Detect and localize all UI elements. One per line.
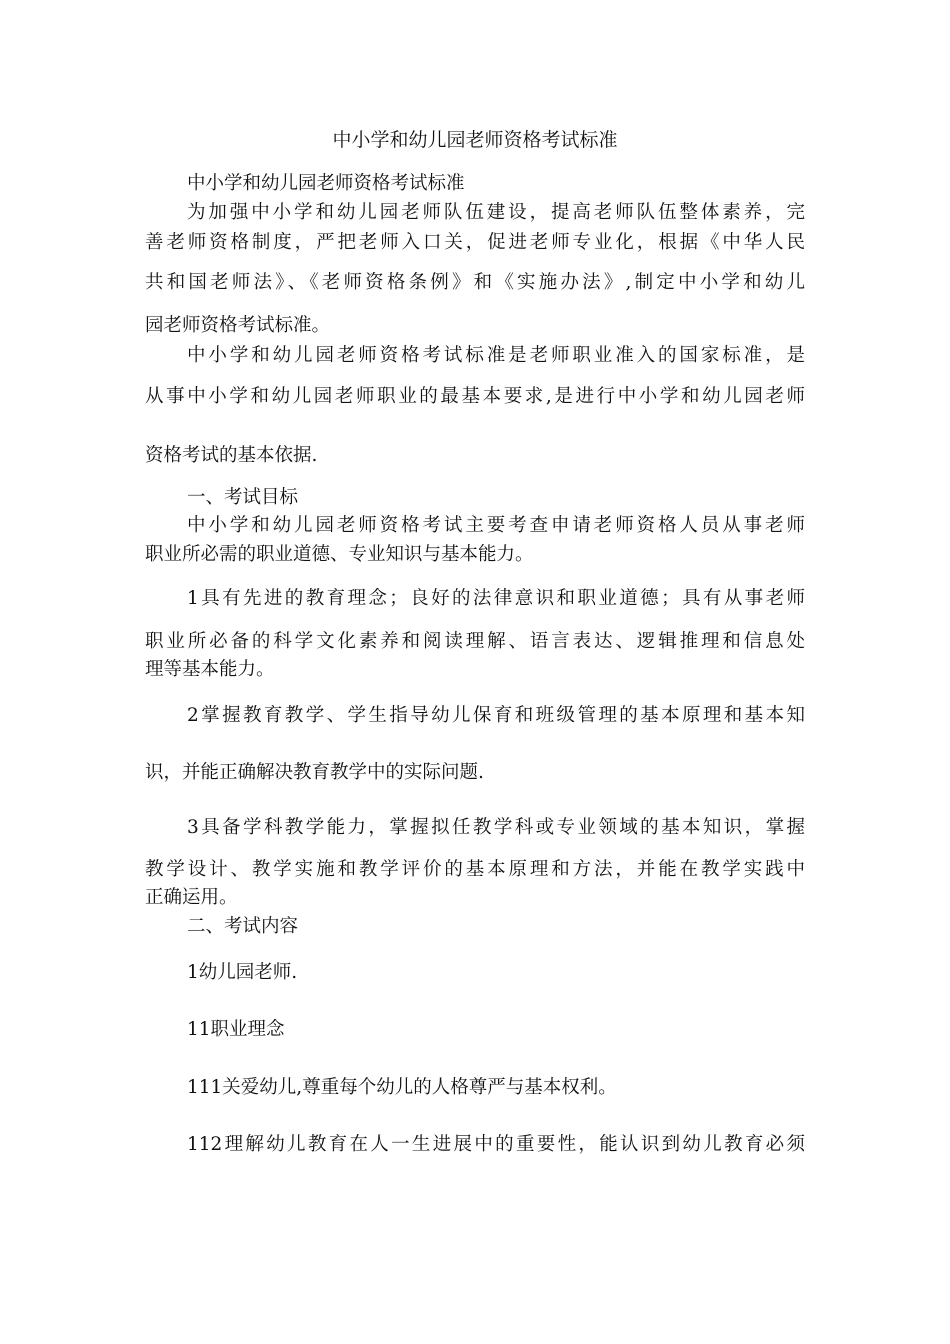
text-line: 理等基本能力。 <box>145 659 275 680</box>
text-line: 园老师资格考试标准。 <box>145 315 331 336</box>
text-line: 1幼儿园老师. <box>187 962 298 983</box>
text-line: 为加强中小学和幼儿园老师队伍建设，提高老师队伍整体素养，完 <box>187 202 805 223</box>
text-line: 职业所必需的职业道德、专业知识与基本能力。 <box>145 544 534 565</box>
text-line: 111关爱幼儿,尊重每个幼儿的人格尊严与基本权利。 <box>187 1077 617 1098</box>
text-line: 识，并能正确解决教育教学中的实际问题. <box>145 762 484 783</box>
text-line: 职业所必备的科学文化素养和阅读理解、语言表达、逻辑推理和信息处 <box>145 631 805 652</box>
text-line: 3具备学科教学能力，掌握拟任教学科或专业领域的基本知识，掌握 <box>187 817 805 838</box>
text-line: 2掌握教育教学、学生指导幼儿保育和班级管理的基本原理和基本知 <box>187 705 805 726</box>
text-line: 共和国老师法》、《老师资格条例》和《实施办法》,制定中小学和幼儿 <box>145 272 805 293</box>
text-line: 从事中小学和幼儿园老师职业的最基本要求,是进行中小学和幼儿园老师 <box>145 386 805 407</box>
text-line: 正确运用。 <box>145 887 238 908</box>
section-heading: 一、考试目标 <box>187 487 299 508</box>
text-line: 资格考试的基本依据. <box>145 445 318 466</box>
text-line: 教学设计、教学实施和教学评价的基本原理和方法，并能在教学实践中 <box>145 859 805 880</box>
text-line: 112理解幼儿教育在人一生进展中的重要性，能认识到幼儿教育必须 <box>187 1134 805 1155</box>
text-line: 善老师资格制度，严把老师入口关，促进老师专业化，根据《中华人民 <box>145 232 805 253</box>
document-title: 中小学和幼儿园老师资格考试标准 <box>332 129 618 151</box>
section-heading: 二、考试内容 <box>187 916 299 937</box>
text-line: 中小学和幼儿园老师资格考试标准是老师职业准入的国家标准，是 <box>187 345 805 366</box>
text-line: 中小学和幼儿园老师资格考试主要考查申请老师资格人员从事老师 <box>187 515 805 536</box>
text-line: 1具有先进的教育理念；良好的法律意识和职业道德；具有从事老师 <box>187 588 805 609</box>
text-line: 11职业理念 <box>187 1019 285 1040</box>
text-line: 中小学和幼儿园老师资格考试标准 <box>187 173 465 194</box>
